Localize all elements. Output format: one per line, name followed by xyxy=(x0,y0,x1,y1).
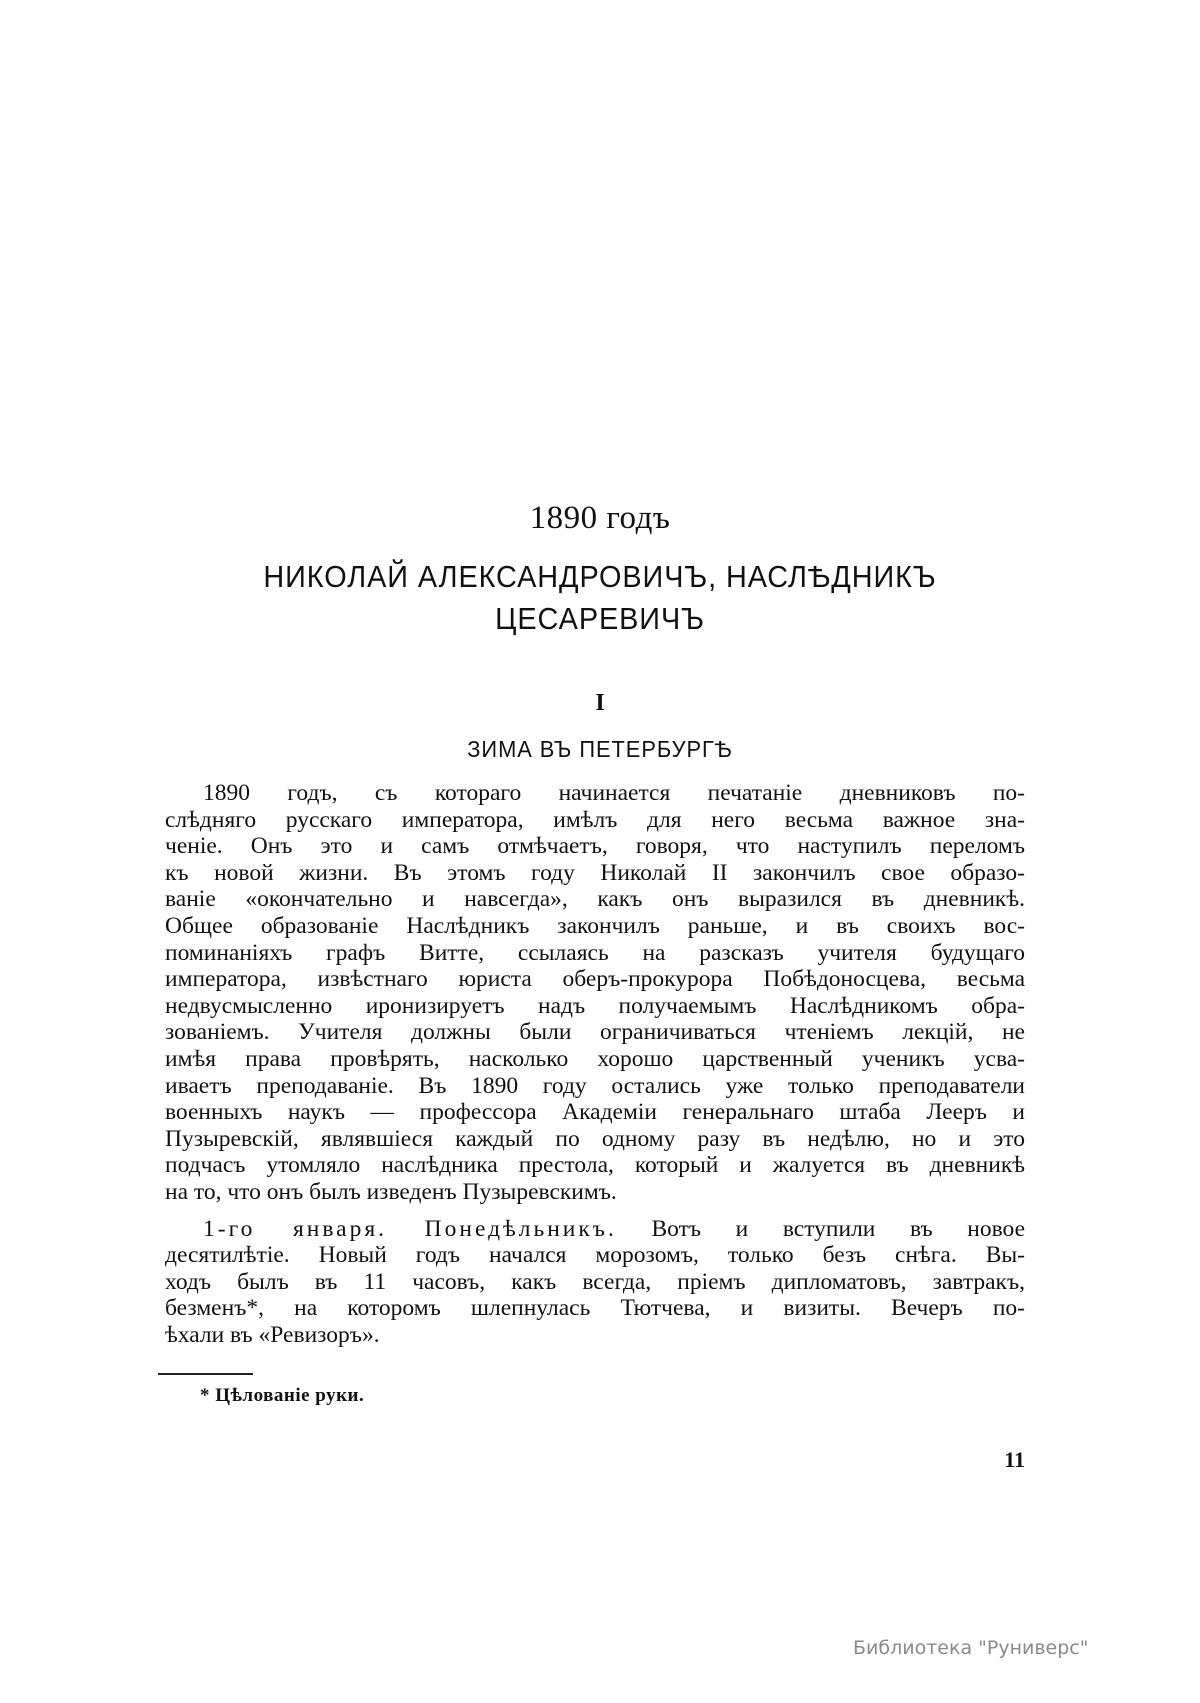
text-line: военныхъ наукъ — профессора Академіи генеральнаго штаба Леeръ и xyxy=(165,1099,1025,1126)
text-line xyxy=(165,1216,1025,1243)
text-line: ченіе. Онъ это и самъ отмѣчаетъ, говоря, что наступилъ переломъ xyxy=(165,833,1025,860)
text-line: десятилѣтіе. Новый годъ начался морозомъ, только безъ снѣга. Вы- xyxy=(165,1242,1025,1269)
title-line-2: ЦЕСАРЕВИЧЪ xyxy=(495,601,705,636)
text-line: Общее образованіе Наслѣдникъ закончилъ раньше, и въ своихъ вос- xyxy=(165,912,1025,939)
text-line: иваетъ преподаваніе. Въ 1890 году остались уже только преподаватели xyxy=(165,1072,1025,1099)
paragraph-2 xyxy=(165,1216,1025,1349)
diary-date: 1-го января. Понедѣльникъ. xyxy=(203,1215,617,1242)
page-number: 11 xyxy=(1004,1447,1025,1472)
chapter-title: ЗИМА ВЪ ПЕТЕРБУРГѢ xyxy=(467,736,733,762)
text-line: на то, что онъ былъ изведенъ Пузыревскимъ. xyxy=(165,1178,617,1205)
text-line: 1890 годъ, съ котораго начинается печатаніе дневниковъ по- xyxy=(203,780,1025,806)
text-line: ваніе «окончательно и навсегда», какъ онъ выразился въ дневникѣ. xyxy=(165,886,1025,913)
text-line: императора, извѣстнаго юриста оберъ-прокурора Побѣдоносцева, весьма xyxy=(165,966,1025,993)
text-line: имѣя права провѣрять, насколько хорошо царственный ученикъ усва- xyxy=(165,1045,1025,1072)
diary-entry-start: Вотъ и вступили въ новое xyxy=(651,1215,1026,1242)
title-line-1: НИКОЛАЙ АЛЕКСАНДРОВИЧЪ, НАСЛѢДНИКЪ xyxy=(263,559,937,594)
body-text xyxy=(165,780,1025,1348)
page-title xyxy=(191,556,1009,640)
year-heading: 1890 годъ xyxy=(529,500,671,536)
text-line: поминаніяхъ графъ Витте, ссылаясь на разсказъ учителя будущаго xyxy=(165,939,1025,966)
library-watermark: Библиотека "Руниверс" xyxy=(853,1637,1089,1659)
chapter-number: I xyxy=(595,690,605,716)
footnote-divider xyxy=(158,1373,253,1375)
text-line: Пузыревскій, являвшіеся каждый по одному разу въ недѣлю, но и это xyxy=(165,1125,1025,1152)
text-line: ходъ былъ въ 11 часовъ, какъ всегда, пріемъ дипломатовъ, завтракъ, xyxy=(165,1268,1025,1295)
text-line: зованіемъ. Учителя должны были ограничиваться чтеніемъ лекцій, не xyxy=(165,1019,1025,1046)
text-line: слѣдняго русскаго императора, имѣлъ для него весьма важное зна- xyxy=(165,806,1025,833)
text-line: недвусмысленно иронизируетъ надъ получаемымъ Наслѣдникомъ обра- xyxy=(165,992,1025,1019)
text-line: ѣхали въ «Ревизоръ». xyxy=(165,1321,380,1348)
text-line: подчасъ утомляло наслѣдника престола, который и жалуется въ дневникѣ xyxy=(165,1152,1025,1179)
footnote: * Цѣлованіе руки. xyxy=(200,1385,365,1406)
text-line: безменъ*, на которомъ шлепнулась Тютчева, и визиты. Вечеръ по- xyxy=(165,1295,1025,1322)
paragraph-1 xyxy=(165,780,1025,1206)
text-line: къ новой жизни. Въ этомъ году Николай II закончилъ свое образо- xyxy=(165,859,1025,886)
